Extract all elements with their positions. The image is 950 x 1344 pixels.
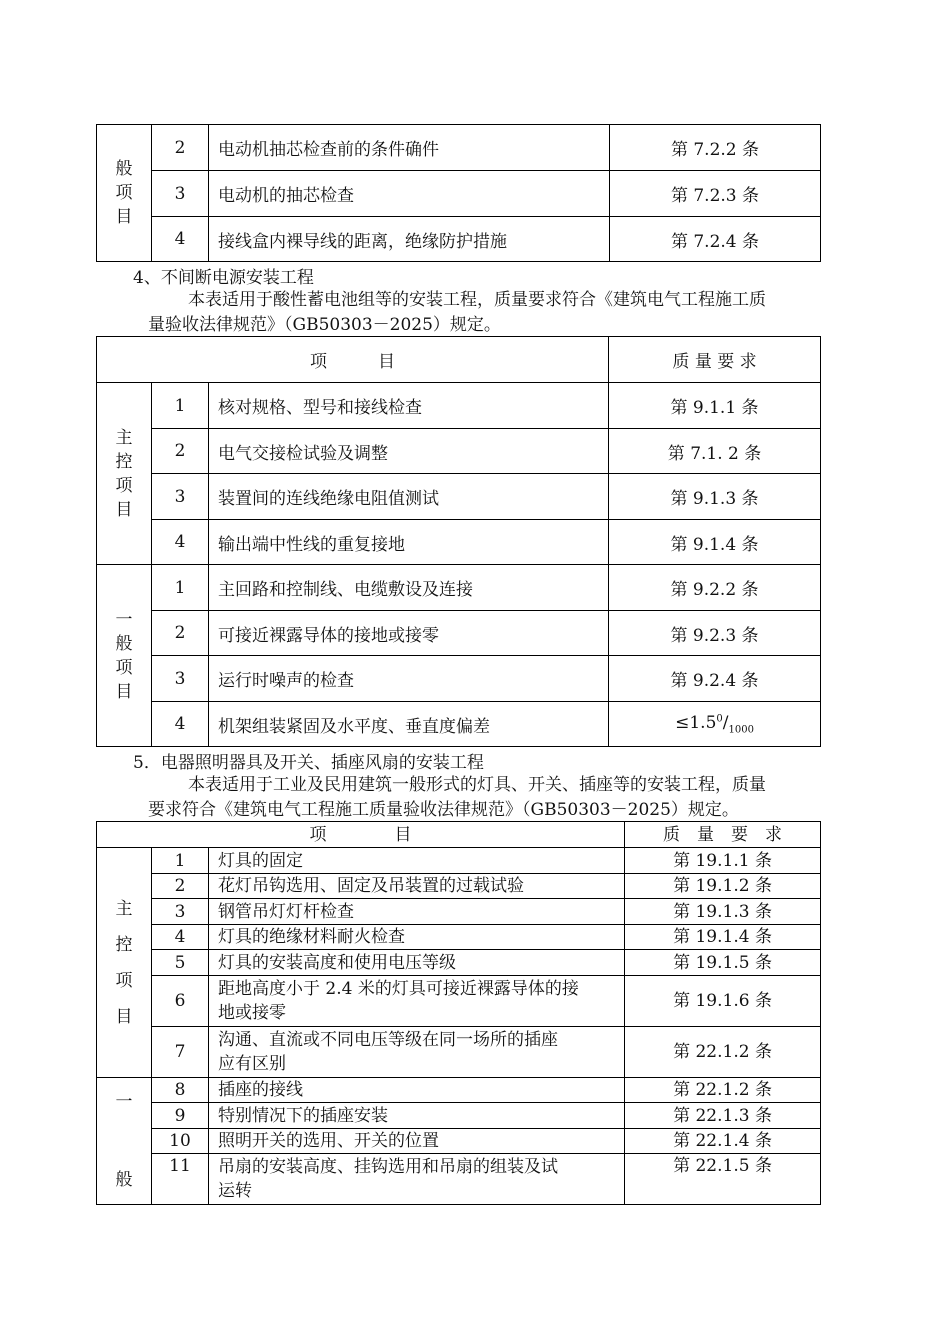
row-requirement: 第 19.1.6 条 (625, 976, 821, 1027)
row-item: 接线盒内裸导线的距离，绝缘防护措施 (209, 217, 610, 262)
table-row (97, 1027, 821, 1078)
row-number: 1 (152, 565, 209, 611)
row-item: 灯具的绝缘材料耐火检查 (209, 925, 625, 950)
row-item: 钢管吊灯灯杆检查 (209, 899, 625, 925)
table-row (97, 702, 821, 747)
row-number: 4 (152, 217, 209, 262)
group-label-general: 一 般 (97, 1078, 152, 1205)
header-requirement: 质 量 要 求 (625, 822, 821, 848)
section-4-heading: 4、不间断电源安装工程 (133, 268, 314, 288)
row-item: 机架组装紧固及水平度、垂直度偏差 (209, 702, 609, 747)
group-label-general: 般 项 目 (97, 125, 152, 262)
row-requirement: 第 7.2.2 条 (610, 125, 821, 171)
header-item: 项 目 (97, 337, 609, 383)
table-row (97, 611, 821, 656)
table-row (97, 217, 821, 262)
row-number: 3 (152, 171, 209, 217)
table-row (97, 976, 821, 1027)
section-5-paragraph: 本表适用于工业及民用建筑一般形式的灯具、开关、插座等的安装工程，质量 要求符合《建筑电气工程施工质量验收法律规范》（GB50303－2025）规定。 (148, 775, 766, 820)
row-requirement: 第 19.1.1 条 (625, 848, 821, 874)
row-requirement: 第 19.1.5 条 (625, 950, 821, 976)
row-item: 运行时噪声的检查 (209, 656, 609, 702)
table-row (97, 1103, 821, 1129)
row-item: 花灯吊钩选用、固定及吊装置的过载试验 (209, 874, 625, 899)
row-number: 1 (152, 383, 209, 429)
table-row (97, 925, 821, 950)
row-requirement: $\le 1.5^0/_{1000}$ (609, 702, 821, 747)
row-number: 8 (152, 1078, 209, 1103)
row-number: 3 (152, 656, 209, 702)
row-requirement: 第 19.1.3 条 (625, 899, 821, 925)
row-item: 插座的接线 (209, 1078, 625, 1103)
row-number: 2 (152, 125, 209, 171)
row-item: 灯具的安装高度和使用电压等级 (209, 950, 625, 976)
row-item: 灯具的固定 (209, 848, 625, 874)
row-requirement: 第 22.1.4 条 (625, 1129, 821, 1154)
group-label-main: 主 控 项 目 (97, 383, 152, 565)
row-number: 4 (152, 925, 209, 950)
table-row (97, 474, 821, 520)
row-number: 4 (152, 520, 209, 565)
row-number: 4 (152, 702, 209, 747)
row-requirement: 第 22.1.2 条 (625, 1027, 821, 1078)
row-item: 沟通、直流或不同电压等级在同一场所的插座 应有区别 (209, 1027, 625, 1078)
table-row (97, 848, 821, 874)
table-row (97, 1129, 821, 1154)
row-number: 11 (152, 1154, 209, 1205)
row-number: 5 (152, 950, 209, 976)
row-number: 3 (152, 899, 209, 925)
table-row (97, 429, 821, 474)
row-number: 2 (152, 611, 209, 656)
row-item: 电动机抽芯检查前的条件确件 (209, 125, 610, 171)
row-requirement: 第 9.1.4 条 (609, 520, 821, 565)
table-motor-general (96, 124, 821, 262)
row-requirement: 第 22.1.3 条 (625, 1103, 821, 1129)
row-item: 照明开关的选用、开关的位置 (209, 1129, 625, 1154)
row-item: 电动机的抽芯检查 (209, 171, 610, 217)
table-ups (96, 336, 821, 747)
table-row (97, 899, 821, 925)
row-requirement: 第 9.2.3 条 (609, 611, 821, 656)
table-row (97, 565, 821, 611)
row-item: 吊扇的安装高度、挂钩选用和吊扇的组装及试 运转 (209, 1154, 625, 1205)
row-number: 7 (152, 1027, 209, 1078)
row-requirement: 第 7.1. 2 条 (609, 429, 821, 474)
row-item: 距地高度小于 2.4 米的灯具可接近裸露导体的接 地或接零 (209, 976, 625, 1027)
table-header (97, 822, 821, 848)
row-requirement: 第 7.2.3 条 (610, 171, 821, 217)
table-row (97, 656, 821, 702)
section-5-heading: 5．电器照明器具及开关、插座风扇的安装工程 (133, 753, 484, 773)
row-item: 核对规格、型号和接线检查 (209, 383, 609, 429)
row-number: 9 (152, 1103, 209, 1129)
row-requirement: 第 22.1.5 条 (625, 1154, 821, 1205)
group-label-general: 一 般 项 目 (97, 565, 152, 747)
table-header (97, 337, 821, 383)
table-row (97, 874, 821, 899)
table-lighting (96, 821, 821, 1205)
row-requirement: 第 9.2.4 条 (609, 656, 821, 702)
row-requirement: 第 9.1.3 条 (609, 474, 821, 520)
row-requirement: 第 9.2.2 条 (609, 565, 821, 611)
header-item: 项 目 (97, 822, 625, 848)
row-number: 10 (152, 1129, 209, 1154)
row-item: 装置间的连线绝缘电阻值测试 (209, 474, 609, 520)
row-item: 可接近裸露导体的接地或接零 (209, 611, 609, 656)
section-4-paragraph: 本表适用于酸性蓄电池组等的安装工程，质量要求符合《建筑电气工程施工质 量验收法律规范》（GB50303－2025）规定。 (148, 290, 766, 335)
row-item: 主回路和控制线、电缆敷设及连接 (209, 565, 609, 611)
row-requirement: 第 19.1.4 条 (625, 925, 821, 950)
row-requirement: 第 9.1.1 条 (609, 383, 821, 429)
table-row (97, 383, 821, 429)
row-item: 电气交接检试验及调整 (209, 429, 609, 474)
row-number: 6 (152, 976, 209, 1027)
header-requirement: 质 量 要 求 (609, 337, 821, 383)
table-row (97, 125, 821, 171)
row-number: 2 (152, 429, 209, 474)
table-row (97, 1154, 821, 1205)
table-row (97, 1078, 821, 1103)
row-number: 3 (152, 474, 209, 520)
row-requirement: 第 22.1.2 条 (625, 1078, 821, 1103)
row-item: 输出端中性线的重复接地 (209, 520, 609, 565)
row-requirement: 第 7.2.4 条 (610, 217, 821, 262)
row-number: 1 (152, 848, 209, 874)
row-number: 2 (152, 874, 209, 899)
row-requirement: 第 19.1.2 条 (625, 874, 821, 899)
table-row (97, 171, 821, 217)
table-row (97, 520, 821, 565)
table-row (97, 950, 821, 976)
group-label-main: 主 控 项 目 (97, 848, 152, 1078)
row-item: 特别情况下的插座安装 (209, 1103, 625, 1129)
